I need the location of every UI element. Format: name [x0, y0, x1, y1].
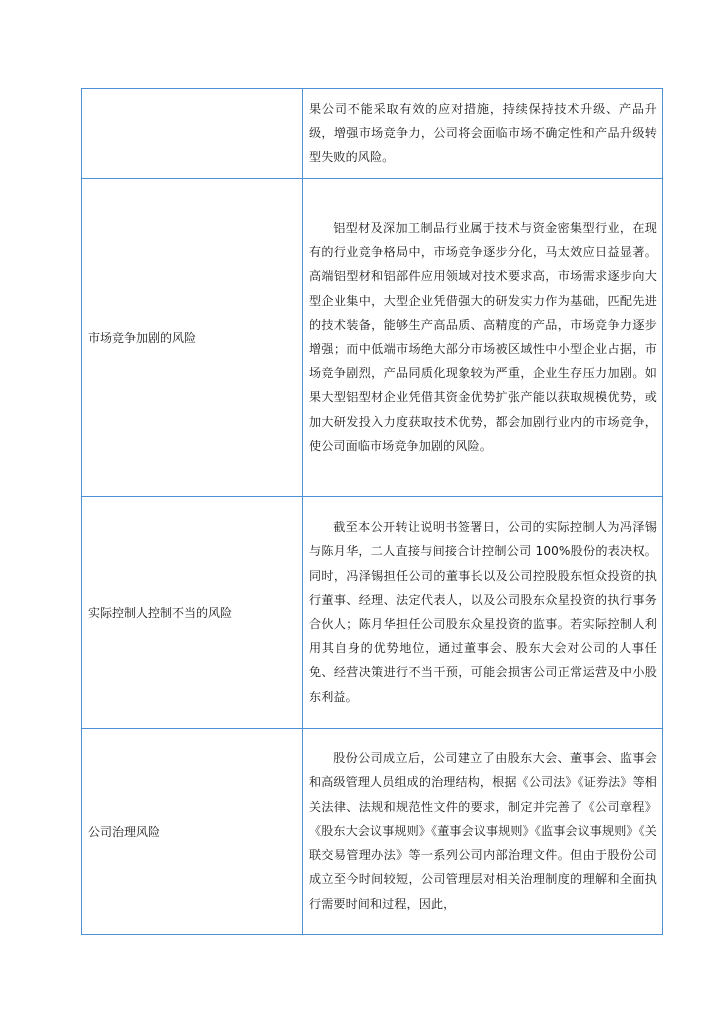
risk-name-cell: 市场竞争加剧的风险: [82, 179, 303, 497]
table-row: [82, 497, 663, 729]
risk-description-cell: [303, 89, 663, 179]
risk-description-cell: [303, 729, 663, 935]
risk-description: 截至本公开转让说明书签署日，公司的实际控制人为冯泽锡与陈月华，二人直接与间接合计控制公司 100%股份的表决权。同时，冯泽锡担任公司的董事长以及公司控股股东恒众投资的执行董事、经理、法定代表人，以及公司股东众星投资的执行事务合伙人；陈月华担任公司股东众星投资的监事。若实际控制人利用其自身的优势地位，通过董事会、股东大会对公司的人事任免、经营决策进行不当干预，可能会损害公司正常运营及中小股东利益。: [309, 520, 657, 704]
risk-description-cell: [303, 497, 663, 729]
risk-description: 果公司不能采取有效的应对措施，持续保持技术升级、产品升级，增强市场竞争力，公司将会面临市场不确定性和产品升级转型失败的风险。: [309, 101, 657, 165]
risk-table: [81, 88, 663, 935]
risk-description: 铝型材及深加工制品行业属于技术与资金密集型行业，在现有的行业竞争格局中，市场竞争逐步分化，马太效应日益显著。高端铝型材和铝部件应用领域对技术要求高，市场需求逐步向大型企业集中，大型企业凭借强大的研发实力作为基础，匹配先进的技术装备，能够生产高品质、高精度的产品，市场竞争力逐步增强；而中低端市场绝大部分市场被区域性中小型企业占据，市场竞争剧烈，产品同质化现象较为严重，企业生存压力加剧。如果大型铝型材企业凭借其资金优势扩张产能以获取规模优势，或加大研发投入力度获取技术优势，都会加剧行业内的市场竞争，使公司面临市场竞争加剧的风险。: [309, 220, 657, 453]
risk-name-cell: 实际控制人控制不当的风险: [82, 497, 303, 729]
risk-description: 股份公司成立后，公司建立了由股东大会、董事会、监事会和高级管理人员组成的治理结构，根据《公司法》《证券法》等相关法律、法规和规范性文件的要求，制定并完善了《公司章程》《股东大会议事规则》《董事会议事规则》《监事会议事规则》《关联交易管理办法》等一系列公司内部治理文件。但由于股份公司成立至今时间较短，公司管理层对相关治理制度的理解和全面执行需要时间和过程，因此，: [309, 751, 657, 911]
table-row: [82, 729, 663, 935]
risk-description-cell: [303, 179, 663, 497]
table-row: [82, 179, 663, 497]
risk-name-cell: 公司治理风险: [82, 729, 303, 935]
risk-name-cell: [82, 89, 303, 179]
table-row: [82, 89, 663, 179]
